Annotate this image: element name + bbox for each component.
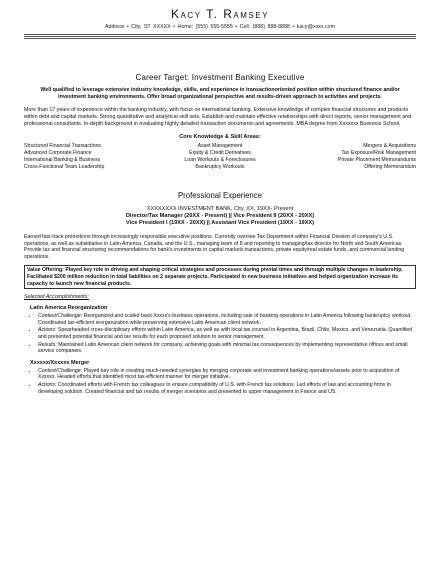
value-offering-box: Value Offering: Played key role in driving and shaping critical strategies and processes during pivotal times and through multiple changes in leadership. Facilitated $200 million reduction in total liabilities on 2 separate projects. Participated in new business initiatives and helped organization increase its capacity to launch new financial products. — [24, 265, 416, 289]
experience-title: Professional Experience — [177, 191, 263, 200]
skill-item: Private Placement Memorandums — [337, 157, 416, 163]
item-text: Spearheaded cross-disciplinary efforts within Latin America, as well as with local tax counsel in Argentina, Brazil, Chile, Mexico, and Venezuela. Quantified and presented potential financial and tax results for each proposed solution to senior management. — [38, 327, 413, 340]
skill-item: Offering Memorandum — [364, 164, 416, 170]
contact-line: Address • City, ST XXXXX • Home: (555) 555-5555 • Cell: (888) 888-8888 • kacy@xxxx.com — [104, 24, 336, 30]
accomplishment-list — [24, 368, 416, 395]
skill-item: Loan Workouts & Foreclosures — [184, 157, 256, 163]
item-label: Actions: — [38, 327, 57, 334]
role-line-1: Director/Tax Manager (20XX - Present) || Vice President II (20XX - 20XX) — [125, 213, 315, 219]
core-skills-grid — [24, 143, 416, 171]
core-skills-col-1 — [24, 143, 155, 171]
list-item — [38, 342, 416, 355]
item-text: Maintained Latin American client network for company, achieving goals with minimal tax consequences by implementing representative offices and small service companies. — [38, 341, 408, 355]
skill-item: Structured Financial Transactions — [24, 143, 101, 149]
core-skills-col-3 — [285, 143, 416, 171]
core-skills-col-2 — [155, 143, 286, 171]
skill-item: Asset Management — [197, 143, 243, 149]
role-line-2: Vice President I (19XX - 20XX) || Assistant Vice President (19XX - 19XX) — [125, 220, 314, 226]
accomplishment-group-title: Latin America Reorganization — [30, 305, 108, 312]
list-item — [38, 382, 416, 395]
header-rule-double — [24, 36, 416, 39]
list-item — [38, 313, 416, 326]
selected-accomplishments-heading: Selected Accomplishments: — [24, 294, 89, 301]
header-rule — [24, 34, 416, 35]
target-summary: More than 17 years of experience within the banking industry, with focus on international banking. Extensive knowledge of complex financial structures and products within debt and capital markets. Strong quantitative and analytical skill sets. Establish and maintain effective relationships with direct reports, senior management and professional consultants. In-depth background in evaluating highly detailed transaction documents and agreements. MBA degree from Xxxxxxx Business School. — [24, 107, 412, 127]
item-label: Results: — [38, 341, 57, 348]
skill-item: Mergers & Acquisitions — [363, 143, 416, 149]
list-item — [38, 327, 416, 340]
accomplishment-group-title: Xxxxxx/Xxxxxx Merger — [30, 359, 90, 366]
candidate-name: Kacy T. Ramsey — [171, 7, 269, 21]
item-label: Context/Challenge: — [38, 367, 83, 374]
skill-item: International Banking & Business — [24, 157, 101, 163]
career-target-title: Career Target: Investment Banking Executive — [135, 73, 305, 82]
skill-item: Cross-Functional Team Leadership — [24, 164, 105, 170]
company-line: XXXXXXXX INVESTMENT BANK, City, XX, 19XX- Present — [146, 206, 294, 212]
item-label: Context/Challenge: — [38, 313, 83, 320]
skill-item: Advanced Corporate Finance — [24, 150, 92, 156]
list-item — [38, 368, 416, 381]
core-skills-title: Core Knowledge & Skill Areas: — [179, 134, 261, 140]
target-summary-bold: Well qualified to leverage extensive industry knowledge, skills, and experience in transactionoriented position within structured finance and/or investment banking environments. Offer broad organizational perspective and results-driven approach to activities and projects. — [40, 87, 400, 100]
skill-item: Tax Exposure/Risk Management — [341, 150, 416, 156]
skill-item: Equity & Credit Derivatives — [189, 150, 251, 156]
item-text: Coordinated efforts with French tax colleagues to ensure compatibility of U.S. with French tax solutions. Led efforts of law and accounting firms in developing solution. Created financial and tax results of merger scenarios and presented to upper management in France and US. — [38, 381, 391, 395]
item-text: Played key role in creating much-needed synergies by merging corporate and investment banking operations/assets prior to acquisition of Xxxxxx. Headed efforts that identified most tax-efficient manner for merger initiative. — [38, 367, 400, 381]
item-text: Reorganized and scaled back Xxxxx's business operations, including sale of banking operations in Latin America following bankruptcy workout. Coordinated tax-efficient reorganization while preserving extensive Latin American client network. — [38, 313, 412, 326]
accomplishment-list — [24, 313, 416, 355]
item-label: Actions: — [38, 381, 57, 388]
experience-paragraph: Earned fast-track promotions through increasingly responsible executive positions. Currently oversee Tax Department within Financial Division of company's U.S. operations, as well as subsidiaries in Latin America, Canada, and the U.S., managing team of 8 and reporting to managing/tax director for North and South Americas. Provide tax and financial structuring recommendations for bank's investments in capital markets transactions, private equity/real estate funds, and commercial lending operations. — [24, 234, 405, 260]
skill-item: Bankruptcy Workouts — [195, 164, 245, 170]
